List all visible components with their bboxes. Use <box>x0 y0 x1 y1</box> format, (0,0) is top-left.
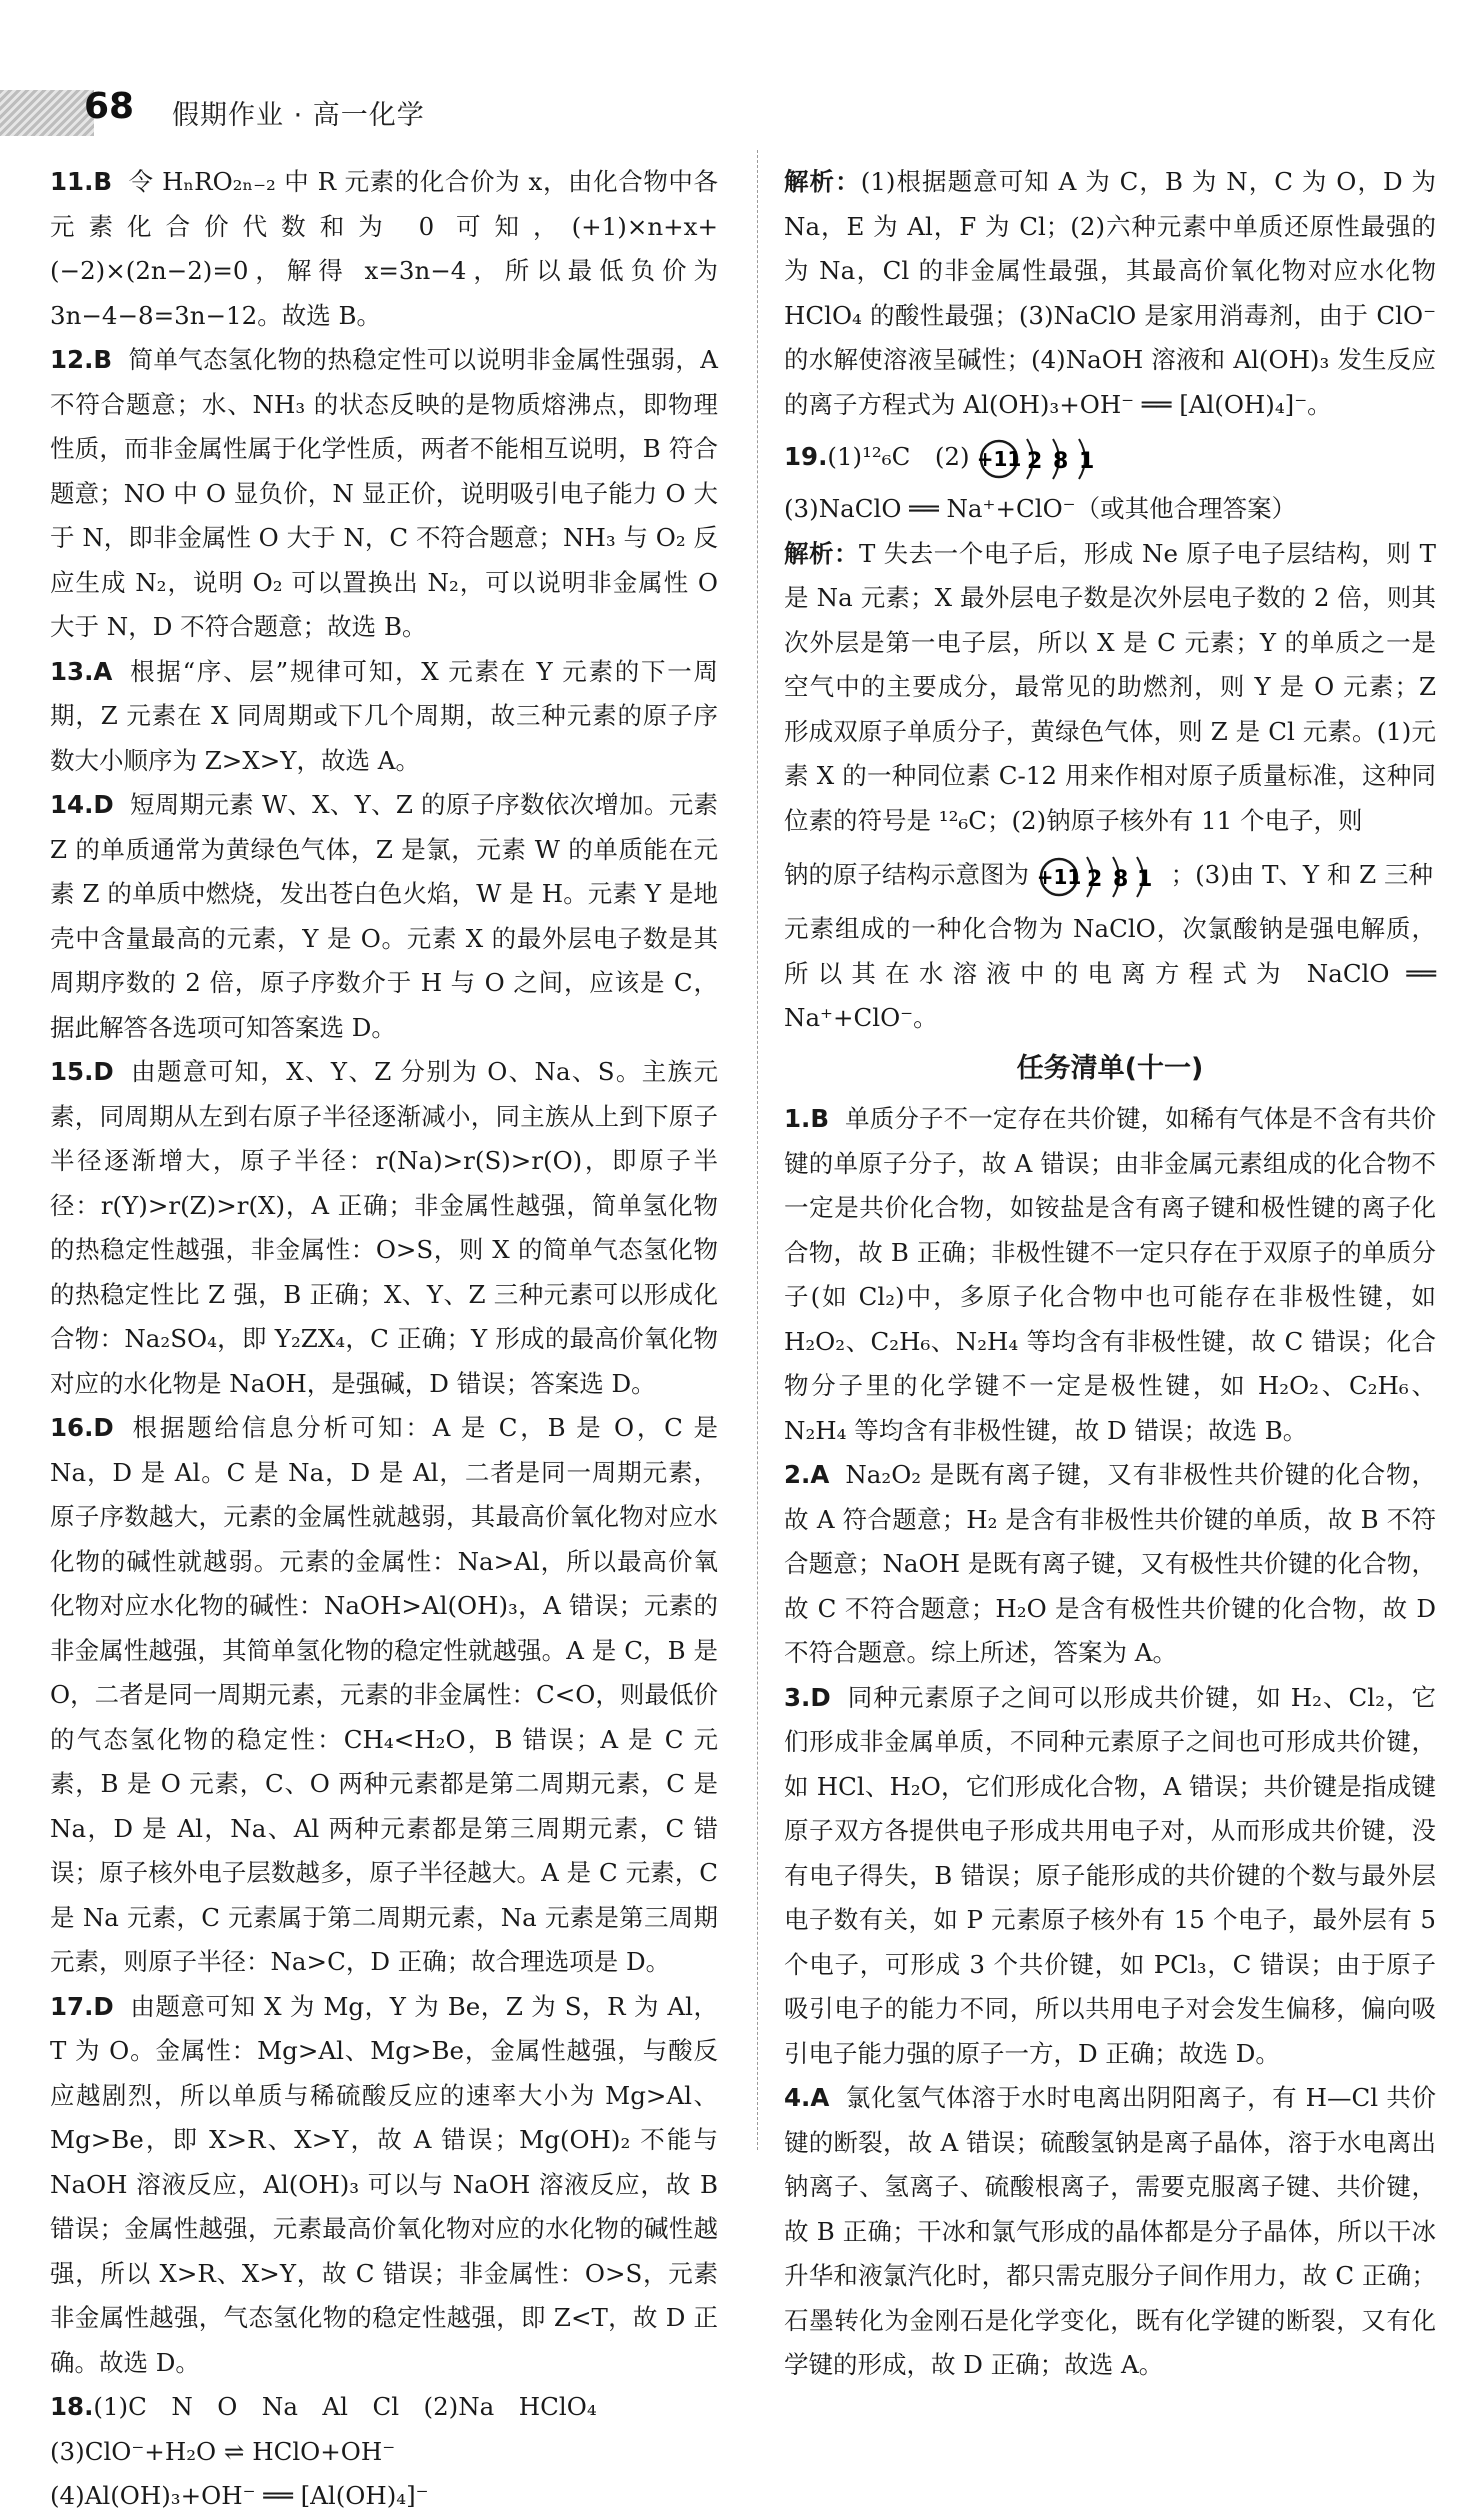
answer-item-12: 12.B 简单气态氢化物的热稳定性可以说明非金属性强弱，A 不符合题意；水、NH₃ 的状态反映的是物质熔沸点，即物理性质，而非金属性属于化学性质，两者不能相互说明，B 符合题意；NO 中 O 显负价，N 显正价，说明吸引电子能力 O 大于 N，即非金属性 O 大于 N，C 不符合题意；NH₃ 与 O₂ 反应生成 N₂，说明 O₂ 可以置换出 N₂，可以说明非金属性 O 大于 N，D 不符合题意；故选 B。 <box>50 345 718 641</box>
analysis-label: 解析： <box>784 167 861 196</box>
svg-text:8: 8 <box>1053 448 1069 474</box>
answer-letter: D <box>810 1682 831 1712</box>
header-decoration <box>0 90 94 136</box>
sodium-atom-diagram-2 <box>1037 849 1163 905</box>
answer-text: 氯化氢气体溶于水时电离出阴阳离子，有 H—Cl 共价键的断裂，故 A 错误；硫酸氢钠是离子晶体，溶于水电离出钠离子、氢离子、硫酸根离子，需要克服离子键、共价键，故 B 正确；干冰和氯气形成的晶体都是分子晶体，所以干冰升华和液氯汽化时，都只需克服分子间作用力，故 C 正确；石墨转化为金刚石是化学变化，既有化学键的断裂，又有化学键的形成，故 D 正确；故选 A。 <box>784 2083 1436 2379</box>
svg-text:+11: +11 <box>977 446 1022 471</box>
answer-text: 单质分子不一定存在共价键，如稀有气体是不含有共价键的单原子分子，故 A 错误；由非金属元素组成的化合物不一定是共价化合物，如铵盐是含有离子键和极性键的离子化合物，故 B 正确；非极性键不一定只存在于双原子的单质分子(如 Cl₂)中，多原子化合物中也可能存在非极性键，如 H₂O₂、C₂H₆、N₂H₄ 等均含有非极性键，故 C 错误；化合物分子里的化学键不一定是极性键，如 H₂O₂、C₂H₆、N₂H₄ 等均含有非极性键，故 D 错误；故选 B。 <box>784 1104 1436 1445</box>
answer-letter: B <box>93 167 113 196</box>
answer-19-part-1: (1)¹²₆C (2) <box>827 442 970 471</box>
answer-text: 根据题给信息分析可知：A 是 C，B 是 O，C 是 Na，D 是 Al。C 是 Na，D 是 Al，二者是同一周期元素，原子序数越大，元素的金属性就越弱，其最高价氧化物对应水化物的碱性就越弱。元素的金属性：Na>Al，所以最高价氧化物对应水化物的碱性：NaOH>Al(OH)₃，A 错误；元素的非金属性越强，其简单氢化物的稳定性就越强。A 是 C，B 是 O，二者是同一周期元素，元素的非金属性：C<O，则最低价的气态氢化物的稳定性：CH₄<H₂O，B 错误；A 是 C 元素，B 是 O 元素，C、O 两种元素都是第二周期元素，C 是 Na，D 是 Al，Na、Al 两种元素都是第三周期元素，C 错误；原子核外电子层数越多，原子半径越大。A 是 C 元素，C 是 Na 元素，C 元素属于第二周期元素，Na 元素是第三周期元素，则原子半径：Na>C，D 正确；故合理选项是 D。 <box>50 1413 718 1976</box>
right-column <box>784 160 1436 2388</box>
answer-letter: A <box>810 1460 830 1489</box>
section-title: 任务清单(十一) <box>1016 1052 1204 1084</box>
svg-text:+11: +11 <box>1036 864 1082 889</box>
answer-item-13: 13.A 根据“序、层”规律可知，X 元素在 Y 元素的下一周期，Z 元素在 X 同周期或下几个周期，故三种元素的原子序数大小顺序为 Z>X>Y，故选 A。 <box>50 656 718 775</box>
answer-letter: B <box>810 1104 830 1133</box>
answer-item-19: 19.(1)¹²₆C (2) +11 2 8 1 (3)NaClO ══ Na⁺+ClO⁻（或其他合理答案） 解析：T 失去一个电子后，形成 Ne 原子电子层结构，则 T 是 Na 元素；X 最外层电子数是次外层电子数的 2 倍，则其次外层是第一电子层，所以 X 是 C 元素；Y 的单质之一是空气中的主要成分，最常见的助燃剂，则 Y 是 O 元素；Z 形成双原子单质分子，黄绿色气体，则 Z 是 Cl 元素。(1)元素 X 的一种同位素 C-12 用来作相对原子质量标准，这种同位素的符号是 ¹²₆C；(2)钠原子核外有 11 个电子，则 钠的原子结构示意图为 +11 2 8 1 ；(3)由 T、Y 和 Z 三种 元素组成的一种化合物为 NaClO，次氯酸钠是强电解质，所以其在水溶液中的电离方程式为 NaClO ══ Na⁺+ClO⁻。 <box>784 427 1436 1041</box>
answer-text: 同种元素原子之间可以形成共价键，如 H₂、Cl₂，它们形成非金属单质，不同种元素原子之间也可形成共价键，如 HCl、H₂O，它们形成化合物，A 错误；共价键是指成键原子双方各提供电子形成共用电子对，从而形成共价键，没有电子得失，B 错误；原子能形成的共价键的个数与最外层电子数有关，如 P 元素原子核外有 15 个电子，最外层有 5 个电子，可形成 3 个共价键，如 PCl₃，C 错误；由于原子吸引电子的能力不同，所以共用电子对会发生偏移，偏向吸引电子能力强的原子一方，D 正确；故选 D。 <box>784 1682 1436 2068</box>
answer-letter: D <box>93 1991 114 2021</box>
page-header <box>0 80 1476 140</box>
answer-item-17: 17.D 由题意可知 X 为 Mg，Y 为 Be，Z 为 S，R 为 Al，T 为 O。金属性：Mg>Al、Mg>Be，金属性越强，与酸反应越剧烈，所以单质与稀硫酸反应的速率大小为 Mg>Al、Mg>Be，即 X>R、X>Y，故 A 错误；Mg(OH)₂ 不能与 NaOH 溶液反应，Al(OH)₃ 可以与 NaOH 溶液反应，故 B 错误；金属性越强，元素最高价氧化物对应的水化物的碱性越强，所以 X>R、X>Y，故 C 错误；非金属性：O>S，元素非金属性越强，气态氢化物的稳定性越强，即 Z<T，故 D 正确。故选 D。 <box>50 1991 718 2377</box>
left-column <box>50 160 718 2519</box>
answer-text: 简单气态氢化物的热稳定性可以说明非金属性强弱，A 不符合题意；水、NH₃ 的状态反映的是物质熔沸点，即物理性质，而非金属性属于化学性质，两者不能相互说明，B 符合题意；NO 中 O 显负价，N 显正价，说明吸引电子能力 O 大于 N，即非金属性 O 大于 N，C 不符合题意；NH₃ 与 O₂ 反应生成 N₂，说明 O₂ 可以置换出 N₂，可以说明非金属性 O 大于 N，D 不符合题意；故选 B。 <box>50 345 718 641</box>
answer-letter: A <box>810 2083 830 2112</box>
answer-text: 短周期元素 W、X、Y、Z 的原子序数依次增加。元素 Z 的单质通常为黄绿色气体，Z 是氯，元素 W 的单质能在元素 Z 的单质中燃烧，发出苍白色火焰，W 是 H。元素 Y 是地壳中含量最高的元素，Y 是 O。元素 X 的最外层电子数是其周期序数的 2 倍，原子序数介于 H 与 O 之间，应该是 C，据此解答各选项可知答案选 D。 <box>50 790 718 1042</box>
answer-item-11: 11.B 令 HₙRO₂ₙ₋₂ 中 R 元素的化合价为 x，由化合物中各元素化合价代数和为 0 可知，(+1)×n+x+(−2)×(2n−2)=0，解得 x=3n−4，所以最低负价为 3n−4−8=3n−12。故选 B。 <box>50 167 718 330</box>
task-item-4: 4.A 氯化氢气体溶于水时电离出阴阳离子，有 H—Cl 共价键的断裂，故 A 错误；硫酸氢钠是离子晶体，溶于水电离出钠离子、氢离子、硫酸根离子，需要克服离子键、共价键，故 B 正确；干冰和氯气形成的晶体都是分子晶体，所以干冰升华和液氯汽化时，都只需克服分子间作用力，故 C 正确；石墨转化为金刚石是化学变化，既有化学键的断裂，又有化学键的形成，故 D 正确；故选 A。 <box>784 2083 1436 2379</box>
column-divider <box>757 150 758 2150</box>
task-item-3: 3.D 同种元素原子之间可以形成共价键，如 H₂、Cl₂，它们形成非金属单质，不同种元素原子之间也可形成共价键，如 HCl、H₂O，它们形成化合物，A 错误；共价键是指成键原子双方各提供电子形成共用电子对，从而形成共价键，没有电子得失，B 错误；原子能形成的共价键的个数与最外层电子数有关，如 P 元素原子核外有 15 个电子，最外层有 5 个电子，可形成 3 个共价键，如 PCl₃，C 错误；由于原子吸引电子的能力不同，所以共用电子对会发生偏移，偏向吸引电子能力强的原子一方，D 正确；故选 D。 <box>784 1682 1436 2068</box>
answer-letter: A <box>93 656 113 686</box>
answer-item-16: 16.D 根据题给信息分析可知：A 是 C，B 是 O，C 是 Na，D 是 Al。C 是 Na，D 是 Al，二者是同一周期元素，原子序数越大，元素的金属性就越弱，其最高价氧化物对应水化物的碱性就越弱。元素的金属性：Na>Al，所以最高价氧化物对应水化物的碱性：NaOH>Al(OH)₃，A 错误；元素的非金属性越强，其简单氢化物的稳定性就越强。A 是 C，B 是 O，二者是同一周期元素，元素的非金属性：C<O，则最低价的气态氢化物的稳定性：CH₄<H₂O，B 错误；A 是 C 元素，B 是 O 元素，C、O 两种元素都是第二周期元素，C 是 Na，D 是 Al，Na、Al 两种元素都是第三周期元素，C 错误；原子核外电子层数越多，原子半径越大。A 是 C 元素，C 是 Na 元素，C 元素属于第二周期元素，Na 元素是第三周期元素，则原子半径：Na>C，D 正确；故合理选项是 D。 <box>50 1413 718 1976</box>
svg-text:1: 1 <box>1136 866 1153 892</box>
answer-19-part-3: (3)NaClO ══ Na⁺+ClO⁻（或其他合理答案） <box>784 494 1297 523</box>
answer-item-18: 18.(1)C N O Na Al Cl (2)Na HClO₄ (3)ClO⁻+H₂O ⇌ HClO+OH⁻ (4)Al(OH)₃+OH⁻ ══ [Al(OH)₄]⁻ <box>50 2385 718 2519</box>
analysis-19: 解析：T 失去一个电子后，形成 Ne 原子电子层结构，则 T 是 Na 元素；X 最外层电子数是次外层电子数的 2 倍，则其次外层是第一电子层，所以 X 是 C 元素；Y 的单质之一是空气中的主要成分，最常见的助燃剂，则 Y 是 O 元素；Z 形成双原子单质分子，黄绿色气体，则 Z 是 Cl 元素。(1)元素 X 的一种同位素 C-12 用来作相对原子质量标准，这种同位素的符号是 ¹²₆C；(2)钠原子核外有 11 个电子，则 <box>784 538 1436 835</box>
answer-text: Na₂O₂ 是既有离子键，又有非极性共价键的化合物，故 A 符合题意；H₂ 是含有非极性共价键的单质，故 B 不符合题意；NaOH 是既有离子键，又有极性共价键的化合物，故 C 不符合题意；H₂O 是含有极性共价键的化合物，故 D 不符合题意。综上所述，答案为 A。 <box>784 1460 1436 1667</box>
answer-text: 根据“序、层”规律可知，X 元素在 Y 元素的下一周期，Z 元素在 X 同周期或下几个周期，故三种元素的原子序数大小顺序为 Z>X>Y，故选 A。 <box>50 656 718 775</box>
answer-letter: D <box>93 790 114 819</box>
answer-item-14: 14.D 短周期元素 W、X、Y、Z 的原子序数依次增加。元素 Z 的单质通常为黄绿色气体，Z 是氯，元素 W 的单质能在元素 Z 的单质中燃烧，发出苍白色火焰，W 是 H。元素 Y 是地壳中含量最高的元素，Y 是 O。元素 X 的最外层电子数是其周期序数的 2 倍，原子序数介于 H 与 O 之间，应该是 C，据此解答各选项可知答案选 D。 <box>50 790 718 1042</box>
sodium-atom-diagram <box>977 431 1107 487</box>
svg-text:1: 1 <box>1079 448 1095 474</box>
svg-text:8: 8 <box>1112 866 1129 892</box>
task-item-2: 2.A Na₂O₂ 是既有离子键，又有非极性共价键的化合物，故 A 符合题意；H₂ 是含有非极性共价键的单质，故 B 不符合题意；NaOH 是既有离子键，又有极性共价键的化合物，故 C 不符合题意；H₂O 是含有极性共价键的化合物，故 D 不符合题意。综上所述，答案为 A。 <box>784 1460 1436 1667</box>
answer-text: 令 HₙRO₂ₙ₋₂ 中 R 元素的化合价为 x，由化合物中各元素化合价代数和为 0 可知，(+1)×n+x+(−2)×(2n−2)=0，解得 x=3n−4，所以最低负价为 3n−4−8=3n−12。故选 B。 <box>50 167 718 330</box>
answer-letter: D <box>93 1413 114 1442</box>
answer-letter: D <box>93 1057 114 1086</box>
analysis-18 <box>784 160 1436 427</box>
header-title: 假期作业 · 高一化学 <box>172 100 425 131</box>
analysis-19-end: 元素组成的一种化合物为 NaClO，次氯酸钠是强电解质，所以其在水溶液中的电离方程式为 NaClO ══ Na⁺+ClO⁻。 <box>784 914 1436 1032</box>
task-item-1: 1.B 单质分子不一定存在共价键，如稀有气体是不含有共价键的单原子分子，故 A 错误；由非金属元素组成的化合物不一定是共价化合物，如铵盐是含有离子键和极性键的离子化合物，故 B 正确；非极性键不一定只存在于双原子的单质分子(如 Cl₂)中，多原子化合物中也可能存在非极性键，如 H₂O₂、C₂H₆、N₂H₄ 等均含有非极性键，故 C 错误；化合物分子里的化学键不一定是极性键，如 H₂O₂、C₂H₆、N₂H₄ 等均含有非极性键，故 D 错误；故选 B。 <box>784 1104 1436 1445</box>
answer-letter: B <box>93 345 113 374</box>
answer-text: 由题意可知 X 为 Mg，Y 为 Be，Z 为 S，R 为 Al，T 为 O。金属性：Mg>Al、Mg>Be，金属性越强，与酸反应越剧烈，所以单质与稀硫酸反应的速率大小为 Mg>Al、Mg>Be，即 X>R、X>Y，故 A 错误；Mg(OH)₂ 不能与 NaOH 溶液反应，Al(OH)₃ 可以与 NaOH 溶液反应，故 B 错误；金属性越强，元素最高价氧化物对应的水化物的碱性越强，所以 X>R、X>Y，故 C 错误；非金属性：O>S，元素非金属性越强，气态氢化物的稳定性越强，即 Z<T，故 D 正确。故选 D。 <box>50 1991 718 2377</box>
answer-18-line-1: (1)C N O Na Al Cl (2)Na HClO₄ <box>93 2392 597 2421</box>
answer-18-line-2: (3)ClO⁻+H₂O ⇌ HClO+OH⁻ <box>50 2436 396 2466</box>
svg-text:2: 2 <box>1086 866 1103 892</box>
answer-text: 由题意可知，X、Y、Z 分别为 O、Na、S。主族元素，同周期从左到右原子半径逐渐减小，同主族从上到下原子半径逐渐增大，原子半径：r(Na)>r(S)>r(O)，即原子半径：r(Y)>r(Z)>r(X)，A 正确；非金属性越强，简单氢化物的热稳定性越强，非金属性：O>S，则 X 的简单气态氢化物的热稳定性比 Z 强，B 正确；X、Y、Z 三种元素可以形成化合物：Na₂SO₄，即 Y₂ZX₄，C 正确；Y 形成的最高价氧化物对应的水化物是 NaOH，是强碱，D 错误；答案选 D。 <box>50 1057 718 1398</box>
answer-item-15: 15.D 由题意可知，X、Y、Z 分别为 O、Na、S。主族元素，同周期从左到右原子半径逐渐减小，同主族从上到下原子半径逐渐增大，原子半径：r(Na)>r(S)>r(O)，即原子半径：r(Y)>r(Z)>r(X)，A 正确；非金属性越强，简单氢化物的热稳定性越强，非金属性：O>S，则 X 的简单气态氢化物的热稳定性比 Z 强，B 正确；X、Y、Z 三种元素可以形成化合物：Na₂SO₄，即 Y₂ZX₄，C 正确；Y 形成的最高价氧化物对应的水化物是 NaOH，是强碱，D 错误；答案选 D。 <box>50 1057 718 1398</box>
svg-text:2: 2 <box>1027 448 1043 474</box>
analysis-text: (1)根据题意可知 A 为 C，B 为 N，C 为 O，D 为 Na，E 为 Al，F 为 Cl；(2)六种元素中单质还原性最强的为 Na，Cl 的非金属性最强，其最高价氧化物对应水化物 HClO₄ 的酸性最强；(3)NaClO 是家用消毒剂，由于 ClO⁻ 的水解使溶液呈碱性；(4)NaOH 溶液和 Al(OH)₃ 发生反应的离子方程式为 Al(OH)₃+OH⁻ ══ [Al(OH)₄]⁻。 <box>784 167 1436 419</box>
answer-18-line-3: (4)Al(OH)₃+OH⁻ ══ [Al(OH)₄]⁻ <box>50 2481 429 2510</box>
page-number: 68 <box>84 86 135 127</box>
